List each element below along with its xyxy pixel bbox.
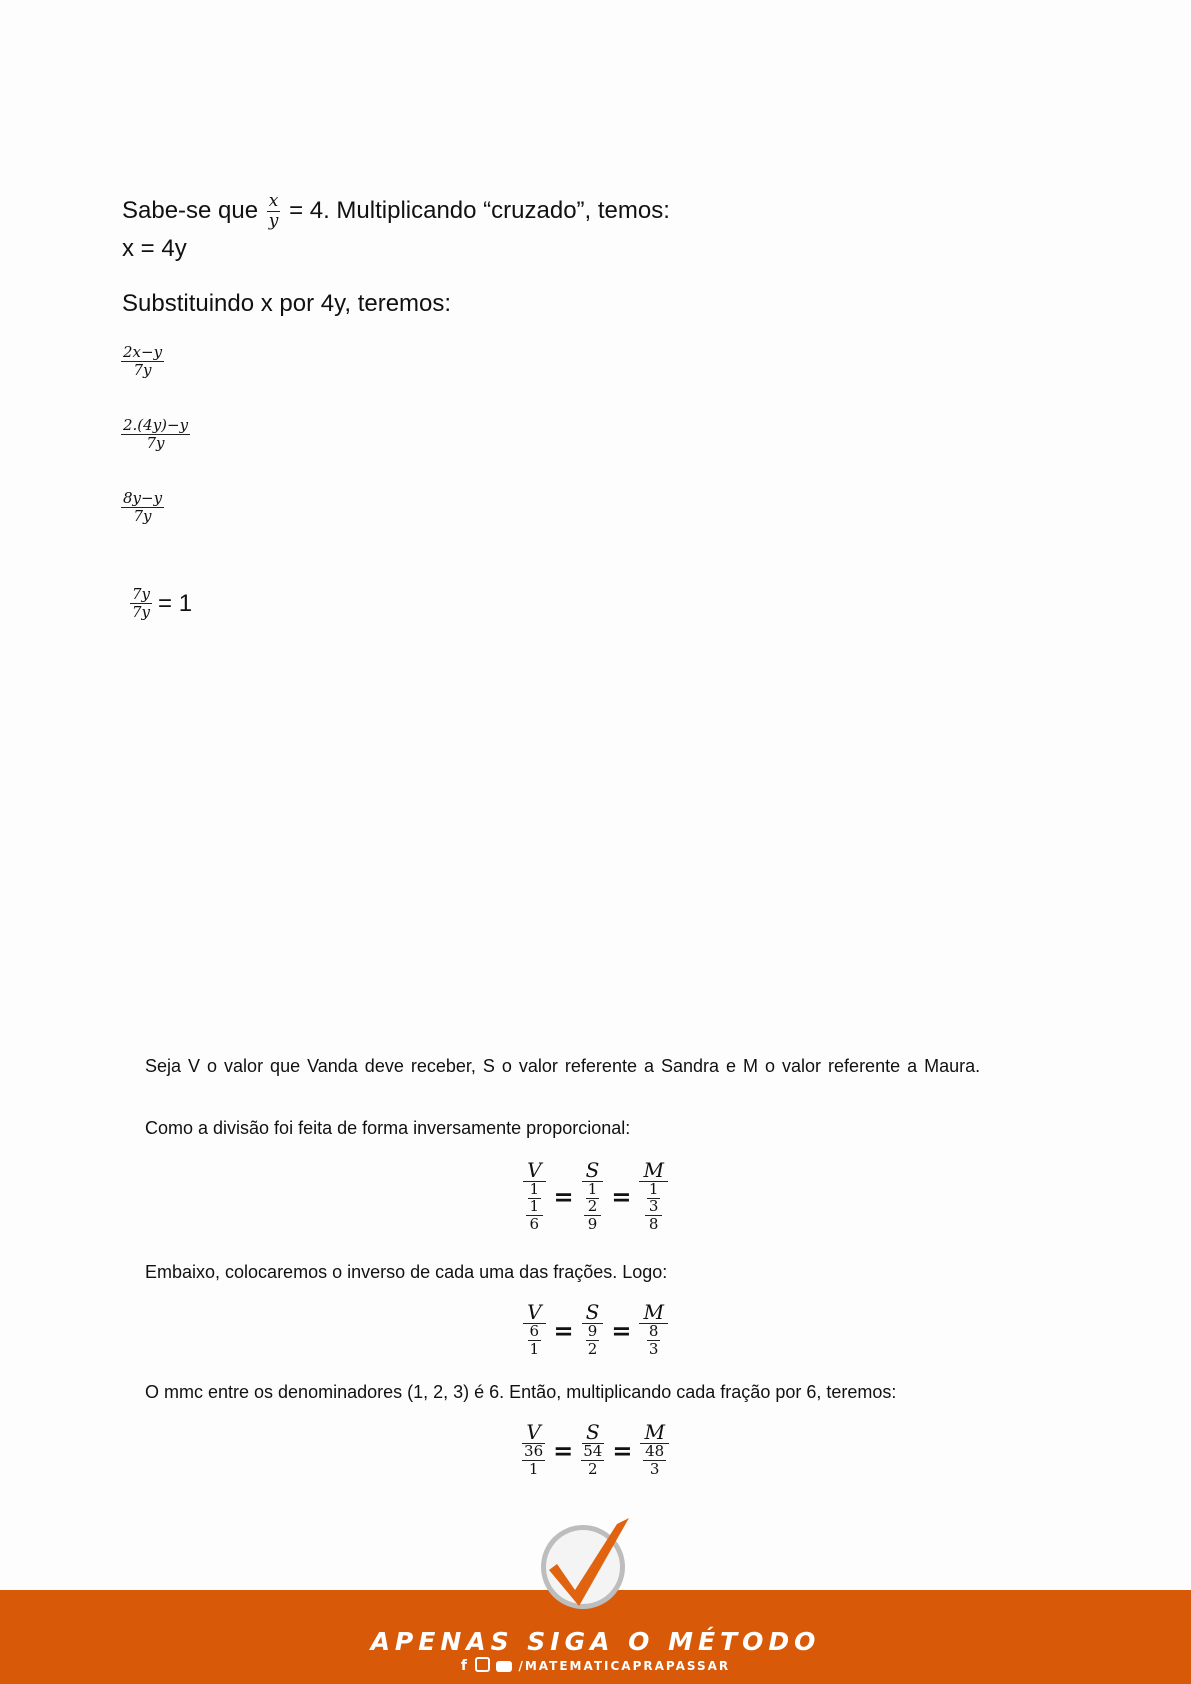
fraction-s bbox=[581, 1422, 604, 1478]
equation-1 bbox=[0, 1160, 1191, 1232]
fraction-m bbox=[639, 1160, 667, 1232]
youtube-icon[interactable] bbox=[496, 1661, 512, 1672]
fraction-m bbox=[640, 1422, 668, 1478]
inverse-proportional-text: Como a divisão foi feita de forma inversamente proporcional: bbox=[145, 1118, 631, 1138]
fraction-variable: M bbox=[639, 1160, 667, 1182]
inner-top: 9 bbox=[587, 1322, 598, 1340]
fraction-denominator: y bbox=[268, 210, 279, 231]
equation-3 bbox=[0, 1422, 1191, 1478]
fraction-numerator: 8y−y bbox=[123, 489, 163, 507]
fraction-variable: M bbox=[640, 1422, 668, 1444]
result-text: = 1 bbox=[158, 589, 193, 617]
fraction-step-4 bbox=[130, 587, 192, 620]
fraction-denominator: 7y bbox=[146, 433, 165, 452]
inner-bottom: 2 bbox=[588, 1459, 598, 1478]
inner-top: 1 bbox=[587, 1180, 598, 1198]
nested-numerator: 2 bbox=[584, 1199, 602, 1216]
equals-sign: = bbox=[611, 1181, 632, 1211]
fraction-variable: S bbox=[582, 1302, 604, 1324]
inner-top: 8 bbox=[648, 1322, 659, 1340]
instagram-icon[interactable] bbox=[475, 1657, 490, 1672]
fraction-s bbox=[582, 1302, 604, 1358]
fraction-step-1 bbox=[121, 345, 164, 378]
fraction-step-3 bbox=[121, 491, 164, 524]
fraction-variable: S bbox=[582, 1160, 604, 1182]
problem-intro: Seja V o valor que Vanda deve receber, S o valor referente a Sandra e M o valor referente a Maura. bbox=[145, 1056, 981, 1076]
fraction-denominator: 7y bbox=[133, 360, 152, 379]
inner-bottom: 1 bbox=[529, 1339, 540, 1358]
inner-bottom: 3 bbox=[649, 1459, 660, 1478]
fraction-variable: V bbox=[522, 1422, 544, 1444]
fraction-numerator: 7y bbox=[132, 585, 151, 603]
equation-x-equals-4y: x = 4y bbox=[122, 235, 187, 262]
equals-sign: = bbox=[553, 1181, 574, 1211]
inner-bottom: 1 bbox=[528, 1459, 539, 1478]
fraction-numerator: 2x−y bbox=[123, 343, 163, 361]
equation-2 bbox=[0, 1302, 1191, 1358]
equals-sign: = bbox=[553, 1435, 574, 1465]
facebook-icon[interactable]: f bbox=[460, 1658, 469, 1674]
statement-line bbox=[122, 193, 670, 231]
inner-bottom: 3 bbox=[648, 1339, 659, 1358]
social-handle-row bbox=[0, 1657, 1191, 1674]
fraction-m bbox=[639, 1302, 667, 1358]
fraction-numerator: 2.(4y)−y bbox=[123, 416, 189, 434]
fraction-v bbox=[523, 1160, 545, 1232]
inner-bottom: 2 bbox=[587, 1339, 598, 1358]
inner-top: 1 bbox=[529, 1180, 540, 1198]
statement-prefix: Sabe-se que bbox=[122, 197, 259, 225]
nested-denominator: 9 bbox=[587, 1214, 598, 1233]
fraction-v bbox=[522, 1422, 545, 1478]
fraction-s bbox=[582, 1160, 604, 1232]
x-over-y-fraction bbox=[267, 193, 281, 231]
statement-suffix: = 4. Multiplicando “cruzado”, temos: bbox=[289, 197, 670, 225]
fraction-denominator: 7y bbox=[133, 506, 152, 525]
equals-sign: = bbox=[611, 1315, 632, 1345]
substitution-text: Substituindo x por 4y, teremos: bbox=[122, 290, 452, 317]
fraction-step-2 bbox=[121, 418, 190, 451]
checkmark-logo-icon bbox=[535, 1512, 635, 1612]
nested-denominator: 6 bbox=[529, 1214, 540, 1233]
inner-top: 48 bbox=[645, 1442, 665, 1460]
nested-numerator: 3 bbox=[645, 1199, 663, 1216]
fraction-v bbox=[523, 1302, 545, 1358]
equals-sign: = bbox=[612, 1435, 633, 1465]
mmc-text: O mmc entre os denominadores (1, 2, 3) é 6. Então, multiplicando cada fração por 6, teremos: bbox=[145, 1382, 897, 1402]
inner-top: 1 bbox=[648, 1180, 659, 1198]
fraction-variable: V bbox=[523, 1160, 545, 1182]
fraction-7y-over-7y bbox=[130, 587, 152, 620]
fraction-numerator: x bbox=[268, 191, 279, 211]
nested-numerator: 1 bbox=[526, 1199, 544, 1216]
slogan: APENAS SIGA O MÉTODO bbox=[370, 1627, 821, 1656]
fraction-variable: S bbox=[582, 1422, 604, 1444]
nested-denominator: 8 bbox=[648, 1214, 659, 1233]
handle-text[interactable]: /MATEMATICAPRAPASSAR bbox=[518, 1659, 731, 1673]
inner-top: 6 bbox=[529, 1322, 540, 1340]
fraction-variable: V bbox=[523, 1302, 545, 1324]
inverse-text: Embaixo, colocaremos o inverso de cada uma das frações. Logo: bbox=[145, 1262, 668, 1282]
inner-top: 36 bbox=[524, 1442, 544, 1460]
inner-top: 54 bbox=[583, 1442, 603, 1460]
fraction-variable: M bbox=[639, 1302, 667, 1324]
equals-sign: = bbox=[553, 1315, 574, 1345]
fraction-denominator: 7y bbox=[132, 602, 151, 621]
